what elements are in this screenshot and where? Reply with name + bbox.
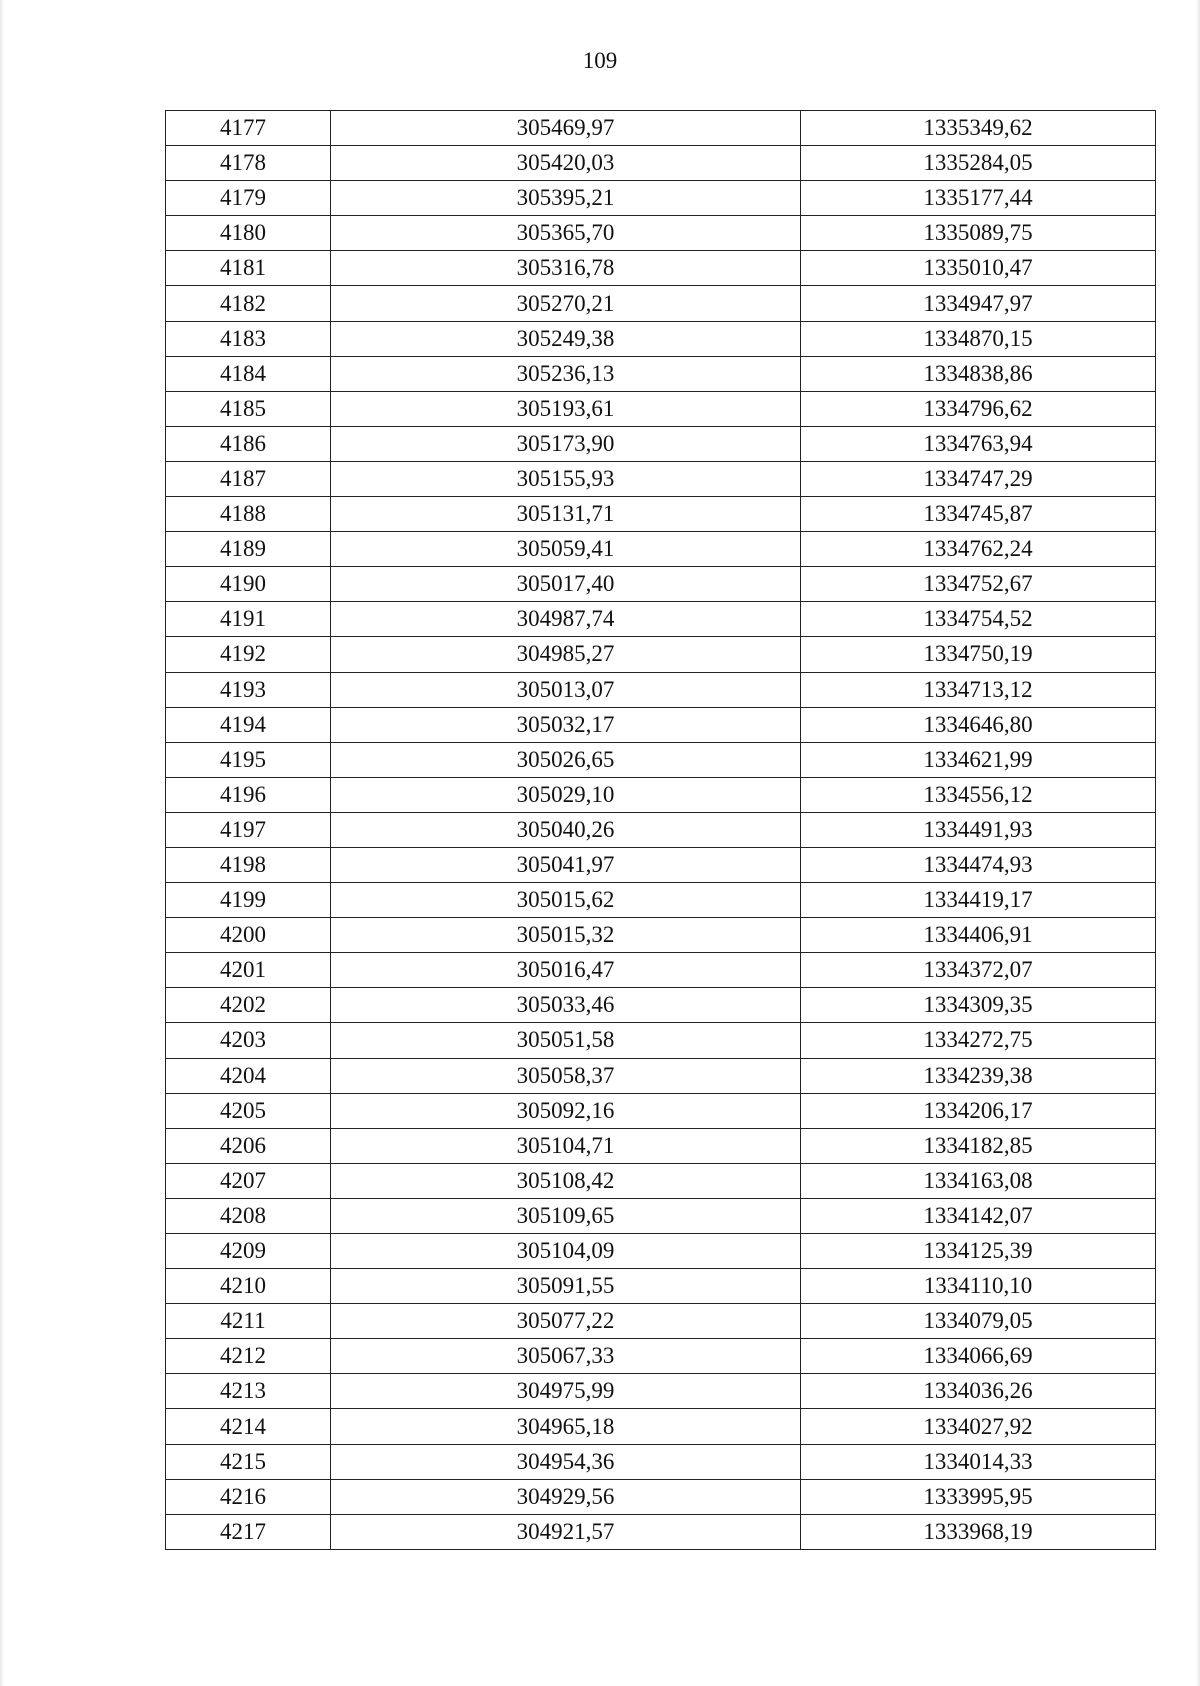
x-coordinate-cell: 305420,03: [331, 146, 801, 181]
point-number-cell: 4203: [166, 1023, 331, 1058]
y-coordinate-cell: 1333968,19: [801, 1514, 1156, 1549]
point-number-cell: 4193: [166, 672, 331, 707]
point-number-cell: 4178: [166, 146, 331, 181]
table-row: [166, 812, 1156, 847]
table-row: [166, 637, 1156, 672]
y-coordinate-cell: 1334745,87: [801, 497, 1156, 532]
point-number-cell: 4183: [166, 321, 331, 356]
table-row: [166, 391, 1156, 426]
point-number-cell: 4179: [166, 181, 331, 216]
point-number-cell: 4213: [166, 1374, 331, 1409]
table-row: [166, 847, 1156, 882]
y-coordinate-cell: 1333995,95: [801, 1479, 1156, 1514]
y-coordinate-cell: 1334079,05: [801, 1304, 1156, 1339]
y-coordinate-cell: 1334110,10: [801, 1269, 1156, 1304]
y-coordinate-cell: 1334752,67: [801, 567, 1156, 602]
x-coordinate-cell: 305041,97: [331, 847, 801, 882]
point-number-cell: 4200: [166, 918, 331, 953]
x-coordinate-cell: 305236,13: [331, 356, 801, 391]
table-row: [166, 146, 1156, 181]
x-coordinate-cell: 305104,71: [331, 1128, 801, 1163]
y-coordinate-cell: 1334419,17: [801, 883, 1156, 918]
point-number-cell: 4191: [166, 602, 331, 637]
y-coordinate-cell: 1335349,62: [801, 111, 1156, 146]
y-coordinate-cell: 1334027,92: [801, 1409, 1156, 1444]
x-coordinate-cell: 304975,99: [331, 1374, 801, 1409]
table-row: [166, 1374, 1156, 1409]
table-row: [166, 111, 1156, 146]
point-number-cell: 4215: [166, 1444, 331, 1479]
scan-edge-left: [0, 0, 4, 1686]
x-coordinate-cell: 305270,21: [331, 286, 801, 321]
y-coordinate-cell: 1334125,39: [801, 1234, 1156, 1269]
point-number-cell: 4208: [166, 1198, 331, 1233]
y-coordinate-cell: 1334272,75: [801, 1023, 1156, 1058]
y-coordinate-cell: 1334747,29: [801, 461, 1156, 496]
y-coordinate-cell: 1334947,97: [801, 286, 1156, 321]
table-row: [166, 356, 1156, 391]
point-number-cell: 4199: [166, 883, 331, 918]
table-row: [166, 953, 1156, 988]
table-row: [166, 988, 1156, 1023]
point-number-cell: 4195: [166, 742, 331, 777]
x-coordinate-cell: 305033,46: [331, 988, 801, 1023]
table-row: [166, 707, 1156, 742]
point-number-cell: 4182: [166, 286, 331, 321]
point-number-cell: 4206: [166, 1128, 331, 1163]
table-row: [166, 1339, 1156, 1374]
table-row: [166, 567, 1156, 602]
x-coordinate-cell: 305249,38: [331, 321, 801, 356]
x-coordinate-cell: 305026,65: [331, 742, 801, 777]
y-coordinate-cell: 1334754,52: [801, 602, 1156, 637]
table-row: [166, 1514, 1156, 1549]
point-number-cell: 4194: [166, 707, 331, 742]
x-coordinate-cell: 305059,41: [331, 532, 801, 567]
point-number-cell: 4186: [166, 426, 331, 461]
point-number-cell: 4211: [166, 1304, 331, 1339]
x-coordinate-cell: 305091,55: [331, 1269, 801, 1304]
y-coordinate-cell: 1334239,38: [801, 1058, 1156, 1093]
x-coordinate-cell: 305131,71: [331, 497, 801, 532]
point-number-cell: 4204: [166, 1058, 331, 1093]
y-coordinate-cell: 1334621,99: [801, 742, 1156, 777]
point-number-cell: 4190: [166, 567, 331, 602]
point-number-cell: 4185: [166, 391, 331, 426]
x-coordinate-cell: 305092,16: [331, 1093, 801, 1128]
x-coordinate-cell: 305017,40: [331, 567, 801, 602]
y-coordinate-cell: 1334036,26: [801, 1374, 1156, 1409]
y-coordinate-cell: 1334372,07: [801, 953, 1156, 988]
point-number-cell: 4177: [166, 111, 331, 146]
point-number-cell: 4207: [166, 1163, 331, 1198]
table-row: [166, 1198, 1156, 1233]
x-coordinate-cell: 305016,47: [331, 953, 801, 988]
x-coordinate-cell: 304929,56: [331, 1479, 801, 1514]
point-number-cell: 4214: [166, 1409, 331, 1444]
point-number-cell: 4189: [166, 532, 331, 567]
y-coordinate-cell: 1334870,15: [801, 321, 1156, 356]
y-coordinate-cell: 1334763,94: [801, 426, 1156, 461]
point-number-cell: 4196: [166, 777, 331, 812]
table-row: [166, 1444, 1156, 1479]
table-row: [166, 1058, 1156, 1093]
coordinates-table: [165, 110, 1156, 1550]
point-number-cell: 4180: [166, 216, 331, 251]
x-coordinate-cell: 305013,07: [331, 672, 801, 707]
table-row: [166, 1023, 1156, 1058]
point-number-cell: 4188: [166, 497, 331, 532]
y-coordinate-cell: 1334750,19: [801, 637, 1156, 672]
point-number-cell: 4192: [166, 637, 331, 672]
table-row: [166, 1234, 1156, 1269]
y-coordinate-cell: 1334646,80: [801, 707, 1156, 742]
table-row: [166, 1409, 1156, 1444]
y-coordinate-cell: 1334838,86: [801, 356, 1156, 391]
table-row: [166, 321, 1156, 356]
point-number-cell: 4216: [166, 1479, 331, 1514]
scan-edge-right: [1196, 0, 1200, 1686]
table-row: [166, 497, 1156, 532]
y-coordinate-cell: 1334491,93: [801, 812, 1156, 847]
y-coordinate-cell: 1334142,07: [801, 1198, 1156, 1233]
table-row: [166, 461, 1156, 496]
point-number-cell: 4209: [166, 1234, 331, 1269]
x-coordinate-cell: 305040,26: [331, 812, 801, 847]
y-coordinate-cell: 1334182,85: [801, 1128, 1156, 1163]
x-coordinate-cell: 304921,57: [331, 1514, 801, 1549]
point-number-cell: 4187: [166, 461, 331, 496]
point-number-cell: 4181: [166, 251, 331, 286]
x-coordinate-cell: 305109,65: [331, 1198, 801, 1233]
x-coordinate-cell: 305104,09: [331, 1234, 801, 1269]
table-row: [166, 672, 1156, 707]
table-row: [166, 742, 1156, 777]
x-coordinate-cell: 305029,10: [331, 777, 801, 812]
y-coordinate-cell: 1335089,75: [801, 216, 1156, 251]
y-coordinate-cell: 1334713,12: [801, 672, 1156, 707]
x-coordinate-cell: 305108,42: [331, 1163, 801, 1198]
table-row: [166, 1269, 1156, 1304]
x-coordinate-cell: 305395,21: [331, 181, 801, 216]
point-number-cell: 4184: [166, 356, 331, 391]
table-row: [166, 216, 1156, 251]
table-row: [166, 1163, 1156, 1198]
table-row: [166, 181, 1156, 216]
table-row: [166, 426, 1156, 461]
table-row: [166, 286, 1156, 321]
x-coordinate-cell: 305155,93: [331, 461, 801, 496]
y-coordinate-cell: 1334406,91: [801, 918, 1156, 953]
x-coordinate-cell: 304985,27: [331, 637, 801, 672]
point-number-cell: 4212: [166, 1339, 331, 1374]
y-coordinate-cell: 1334309,35: [801, 988, 1156, 1023]
y-coordinate-cell: 1334796,62: [801, 391, 1156, 426]
point-number-cell: 4210: [166, 1269, 331, 1304]
y-coordinate-cell: 1334556,12: [801, 777, 1156, 812]
x-coordinate-cell: 305015,62: [331, 883, 801, 918]
table-row: [166, 532, 1156, 567]
y-coordinate-cell: 1335284,05: [801, 146, 1156, 181]
x-coordinate-cell: 305077,22: [331, 1304, 801, 1339]
x-coordinate-cell: 305051,58: [331, 1023, 801, 1058]
x-coordinate-cell: 304954,36: [331, 1444, 801, 1479]
y-coordinate-cell: 1334762,24: [801, 532, 1156, 567]
point-number-cell: 4202: [166, 988, 331, 1023]
x-coordinate-cell: 305015,32: [331, 918, 801, 953]
table-row: [166, 918, 1156, 953]
x-coordinate-cell: 305173,90: [331, 426, 801, 461]
x-coordinate-cell: 305067,33: [331, 1339, 801, 1374]
x-coordinate-cell: 305193,61: [331, 391, 801, 426]
x-coordinate-cell: 304987,74: [331, 602, 801, 637]
coordinates-table-body: [166, 111, 1156, 1550]
table-row: [166, 251, 1156, 286]
table-row: [166, 777, 1156, 812]
table-row: [166, 1479, 1156, 1514]
x-coordinate-cell: 305058,37: [331, 1058, 801, 1093]
x-coordinate-cell: 305032,17: [331, 707, 801, 742]
y-coordinate-cell: 1335010,47: [801, 251, 1156, 286]
table-row: [166, 602, 1156, 637]
point-number-cell: 4198: [166, 847, 331, 882]
point-number-cell: 4205: [166, 1093, 331, 1128]
y-coordinate-cell: 1334014,33: [801, 1444, 1156, 1479]
table-row: [166, 1304, 1156, 1339]
x-coordinate-cell: 304965,18: [331, 1409, 801, 1444]
point-number-cell: 4201: [166, 953, 331, 988]
x-coordinate-cell: 305469,97: [331, 111, 801, 146]
page-number: 109: [582, 48, 618, 73]
y-coordinate-cell: 1335177,44: [801, 181, 1156, 216]
y-coordinate-cell: 1334163,08: [801, 1163, 1156, 1198]
y-coordinate-cell: 1334066,69: [801, 1339, 1156, 1374]
table-row: [166, 1128, 1156, 1163]
point-number-cell: 4217: [166, 1514, 331, 1549]
table-row: [166, 883, 1156, 918]
table-row: [166, 1093, 1156, 1128]
x-coordinate-cell: 305365,70: [331, 216, 801, 251]
x-coordinate-cell: 305316,78: [331, 251, 801, 286]
point-number-cell: 4197: [166, 812, 331, 847]
y-coordinate-cell: 1334206,17: [801, 1093, 1156, 1128]
y-coordinate-cell: 1334474,93: [801, 847, 1156, 882]
